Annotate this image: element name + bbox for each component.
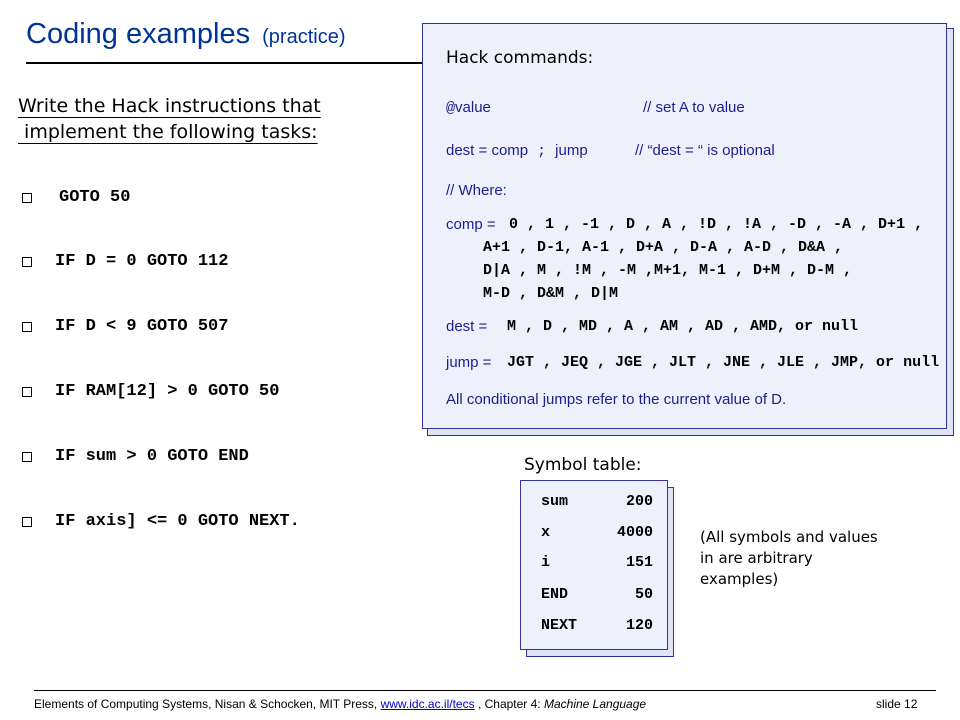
square-bullet-icon bbox=[22, 193, 31, 202]
symbol-value: 50 bbox=[634, 586, 653, 603]
c-instruction-line bbox=[446, 142, 588, 160]
square-bullet-icon bbox=[22, 387, 31, 396]
symbol-table-box bbox=[520, 480, 668, 650]
a-instruction-comment: // set A to value bbox=[643, 99, 745, 116]
footer-divider bbox=[34, 690, 936, 691]
symbol-name: END bbox=[541, 586, 569, 603]
where-comment: // Where: bbox=[446, 182, 507, 199]
footer-chapter-prefix: , Chapter 4: bbox=[474, 697, 544, 711]
square-bullet-icon bbox=[22, 452, 31, 461]
comp-word: comp bbox=[491, 142, 529, 159]
task-item bbox=[22, 252, 228, 271]
intro-text bbox=[18, 93, 321, 145]
title-underline bbox=[26, 62, 426, 64]
c-instruction-comment: // “dest = “ is optional bbox=[635, 142, 775, 159]
hack-commands-box bbox=[422, 23, 947, 429]
footer-link[interactable]: www.idc.ac.il/tecs bbox=[380, 697, 475, 711]
title-sub: (practice) bbox=[262, 26, 346, 48]
symbol-name: sum bbox=[541, 493, 569, 510]
symbol-name: i bbox=[541, 554, 551, 571]
slide-number: slide 12 bbox=[876, 697, 918, 711]
dest-label: dest = bbox=[446, 318, 492, 335]
hack-commands-title: Hack commands: bbox=[446, 48, 594, 68]
symbol-row bbox=[541, 524, 653, 541]
comp-values-line-1: 0 , 1 , -1 , D , A , !D , !A , -D , -A , D+1 , bbox=[509, 216, 924, 233]
at-sign: @ bbox=[446, 100, 456, 117]
symbol-note: (All symbols and values in are arbitrary examples) bbox=[700, 528, 878, 588]
task-text: IF D = 0 GOTO 112 bbox=[55, 252, 229, 271]
semicolon: ; bbox=[528, 143, 556, 160]
task-item bbox=[22, 317, 228, 336]
comp-label: comp = bbox=[446, 216, 500, 233]
task-text: IF sum > 0 GOTO END bbox=[55, 447, 249, 466]
dest-word: dest bbox=[446, 142, 475, 159]
symbol-table-caption: Symbol table: bbox=[524, 455, 642, 475]
task-text: IF axis] <= 0 GOTO NEXT. bbox=[55, 512, 300, 531]
footer-credit: Elements of Computing Systems, Nisan & Schocken, MIT Press, bbox=[34, 697, 381, 711]
footer-chapter-title: Machine Language bbox=[543, 697, 647, 711]
jump-word: jump bbox=[555, 142, 588, 159]
square-bullet-icon bbox=[22, 322, 31, 331]
symbol-name: x bbox=[541, 524, 551, 541]
title-main: Coding examples bbox=[26, 18, 251, 50]
comp-values-line-4: M-D , D&M , D|M bbox=[483, 285, 619, 302]
slide-title bbox=[26, 18, 346, 51]
symbol-row bbox=[541, 586, 653, 603]
conditional-note: All conditional jumps refer to the current value of D. bbox=[446, 391, 787, 408]
task-item bbox=[22, 188, 130, 207]
symbol-value: 4000 bbox=[616, 524, 653, 541]
footer bbox=[34, 697, 646, 711]
symbol-row bbox=[541, 617, 653, 634]
task-item bbox=[22, 382, 279, 401]
jump-values: JGT , JEQ , JGE , JLT , JNE , JLE , JMP, or null bbox=[507, 354, 940, 371]
jump-label: jump = bbox=[446, 354, 496, 371]
dest-values: M , D , MD , A , AM , AD , AMD, or null bbox=[507, 318, 859, 335]
equals-sign: = bbox=[474, 142, 492, 159]
task-item bbox=[22, 512, 300, 531]
task-item bbox=[22, 447, 249, 466]
comp-values-line-2: A+1 , D-1, A-1 , D+A , D-A , A-D , D&A , bbox=[483, 239, 844, 256]
square-bullet-icon bbox=[22, 517, 31, 526]
intro-line-2: implement the following tasks: bbox=[18, 121, 318, 143]
value-word: value bbox=[455, 99, 491, 116]
task-text: IF D < 9 GOTO 507 bbox=[55, 317, 229, 336]
symbol-value: 120 bbox=[625, 617, 653, 634]
symbol-row bbox=[541, 554, 653, 571]
task-text: IF RAM[12] > 0 GOTO 50 bbox=[55, 382, 280, 401]
symbol-row bbox=[541, 493, 653, 510]
task-text: GOTO 50 bbox=[59, 188, 131, 207]
a-instruction-line bbox=[446, 99, 491, 117]
symbol-value: 151 bbox=[625, 554, 653, 571]
intro-line-1: Write the Hack instructions that bbox=[18, 95, 321, 117]
comp-values-line-3: D|A , M , !M , -M ,M+1, M-1 , D+M , D-M , bbox=[483, 262, 853, 279]
symbol-name: NEXT bbox=[541, 617, 578, 634]
symbol-value: 200 bbox=[625, 493, 653, 510]
square-bullet-icon bbox=[22, 257, 31, 266]
